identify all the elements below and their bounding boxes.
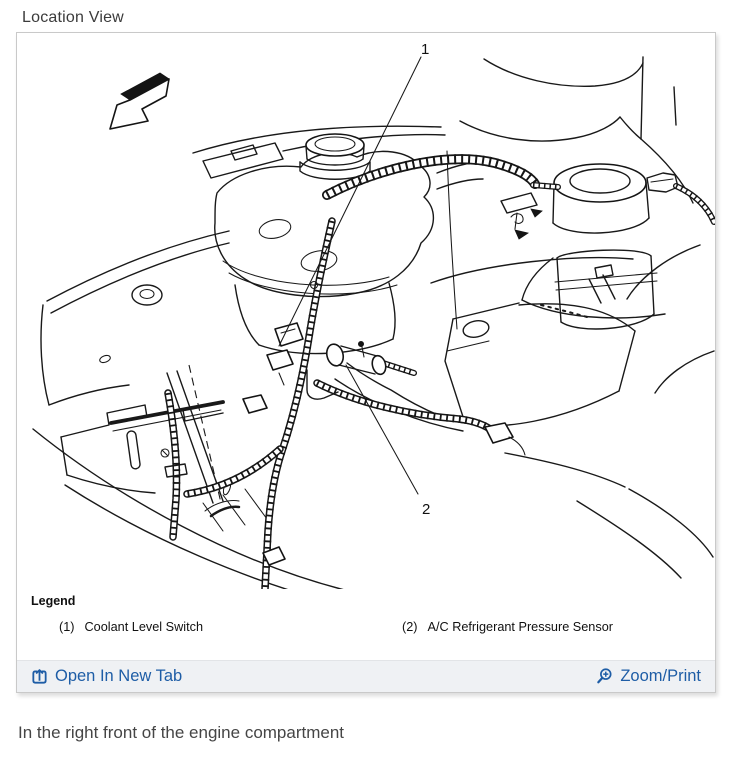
corrugated-hoses bbox=[165, 159, 714, 589]
legend-heading: Legend bbox=[31, 594, 76, 608]
direction-arrow-icon bbox=[110, 73, 169, 129]
zoom-magnifier-icon bbox=[596, 668, 613, 685]
zoom-print-label: Zoom/Print bbox=[620, 667, 701, 685]
battery-tray-bracket-lines bbox=[33, 365, 357, 589]
open-in-new-tab-icon bbox=[31, 668, 48, 685]
legend-spacer bbox=[31, 634, 701, 660]
open-in-new-tab-label: Open In New Tab bbox=[55, 667, 183, 685]
legend-item-number: (1) bbox=[59, 620, 75, 634]
ac-accumulator-drawing bbox=[553, 164, 678, 329]
callout-1 bbox=[279, 41, 429, 346]
engine-compartment-drawing bbox=[17, 33, 715, 589]
pressure-sensor-drawing bbox=[307, 341, 388, 399]
callout-1-number: 1 bbox=[421, 41, 430, 58]
legend-item-number: (2) bbox=[402, 620, 418, 634]
zoom-print-button[interactable] bbox=[596, 667, 701, 686]
legend bbox=[17, 589, 715, 660]
callout-2-number: 2 bbox=[422, 501, 431, 518]
open-in-new-tab-button[interactable] bbox=[31, 667, 182, 686]
legend-row bbox=[31, 620, 701, 634]
location-view-panel bbox=[16, 32, 716, 693]
page-title: Location View bbox=[22, 9, 124, 26]
panel-footer bbox=[17, 660, 715, 692]
legend-item-label: A/C Refrigerant Pressure Sensor bbox=[427, 620, 613, 634]
location-caption: In the right front of the engine compartment bbox=[18, 723, 345, 742]
legend-item-label: Coolant Level Switch bbox=[84, 620, 203, 634]
location-diagram bbox=[17, 33, 715, 589]
frame-and-engine-lines bbox=[335, 193, 713, 578]
legend-item-coolant-level-switch bbox=[59, 620, 402, 634]
legend-item-ac-pressure-sensor bbox=[402, 620, 613, 634]
